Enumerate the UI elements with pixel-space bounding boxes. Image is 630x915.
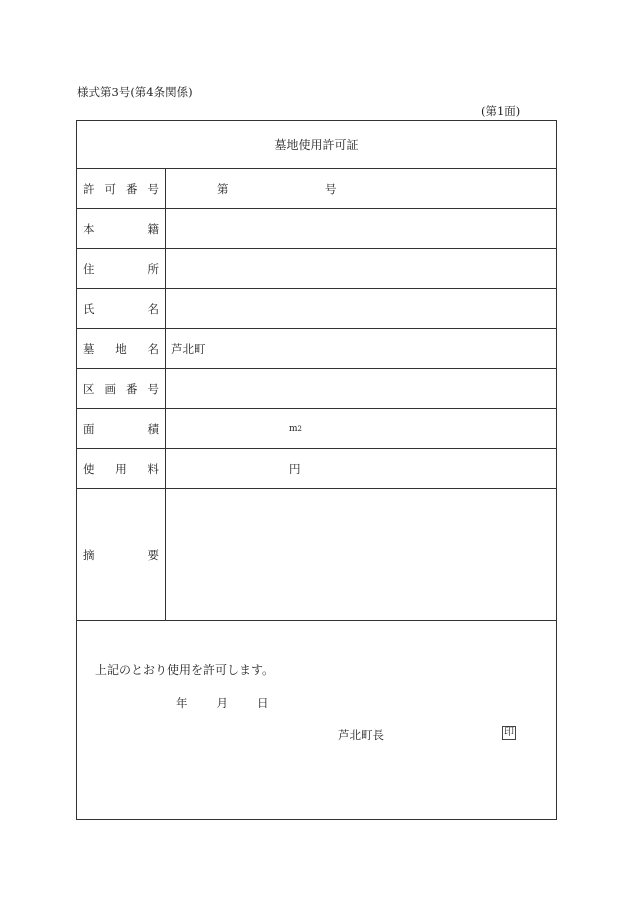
label-permit-number [83,169,159,208]
label-plot-number [83,369,159,408]
fee-unit: 円 [289,461,301,476]
label-char: 氏 [83,301,95,316]
issuer-name: 芦北町長 [338,728,384,742]
row-registered-domicile [77,209,556,249]
area-unit [289,409,302,448]
label-name [83,289,159,328]
label-char: 画 [104,381,116,396]
label-char: 名 [147,301,159,316]
form-title: 墓地使用許可証 [77,121,556,169]
date-year: 年 [176,696,188,710]
label-char: 地 [115,341,127,356]
label-char: 使 [83,461,95,476]
label-char: 面 [83,421,95,436]
label-char: 許 [83,181,95,196]
label-char: 籍 [147,221,159,236]
label-char: 区 [83,381,95,396]
row-cemetery-name [77,329,556,369]
row-plot-number [77,369,556,409]
form-reference: 様式第3号(第4条関係) [77,85,193,99]
label-char: 所 [147,261,159,276]
label-registered-domicile [83,209,159,248]
label-area [83,409,159,448]
row-area [77,409,556,449]
cemetery-name-value: 芦北町 [171,341,206,356]
label-char: 住 [83,261,95,276]
label-char: 料 [147,461,159,476]
label-cemetery-name [83,329,159,368]
row-usage-fee [77,449,556,489]
label-address [83,249,159,288]
label-char: 番 [126,381,138,396]
label-char: 要 [147,547,159,562]
seal-mark: 印 [504,727,514,738]
row-address [77,249,556,289]
permit-number-prefix: 第 [217,181,229,196]
label-char: 号 [147,381,159,396]
label-remarks [83,489,159,620]
date-month: 月 [216,696,228,710]
column-divider [165,169,166,621]
row-permit-number [77,169,556,209]
area-unit-superscript: 2 [297,424,303,433]
label-char: 用 [115,461,127,476]
label-char: 摘 [83,547,95,562]
area-unit-base: m [289,423,298,434]
row-remarks [77,489,556,621]
page-number: (第1面) [481,104,521,118]
permit-number-suffix: 号 [325,181,337,196]
permit-form [76,120,557,820]
permission-statement: 上記のとおり使用を許可します。 [95,663,275,677]
label-char: 号 [147,181,159,196]
date-day: 日 [257,696,269,710]
label-char: 積 [147,421,159,436]
label-char: 可 [104,181,116,196]
label-char: 墓 [83,341,95,356]
issue-date [176,695,269,711]
label-char: 名 [147,341,159,356]
label-char: 番 [126,181,138,196]
label-char: 本 [83,221,95,236]
label-usage-fee [83,449,159,488]
row-name [77,289,556,329]
